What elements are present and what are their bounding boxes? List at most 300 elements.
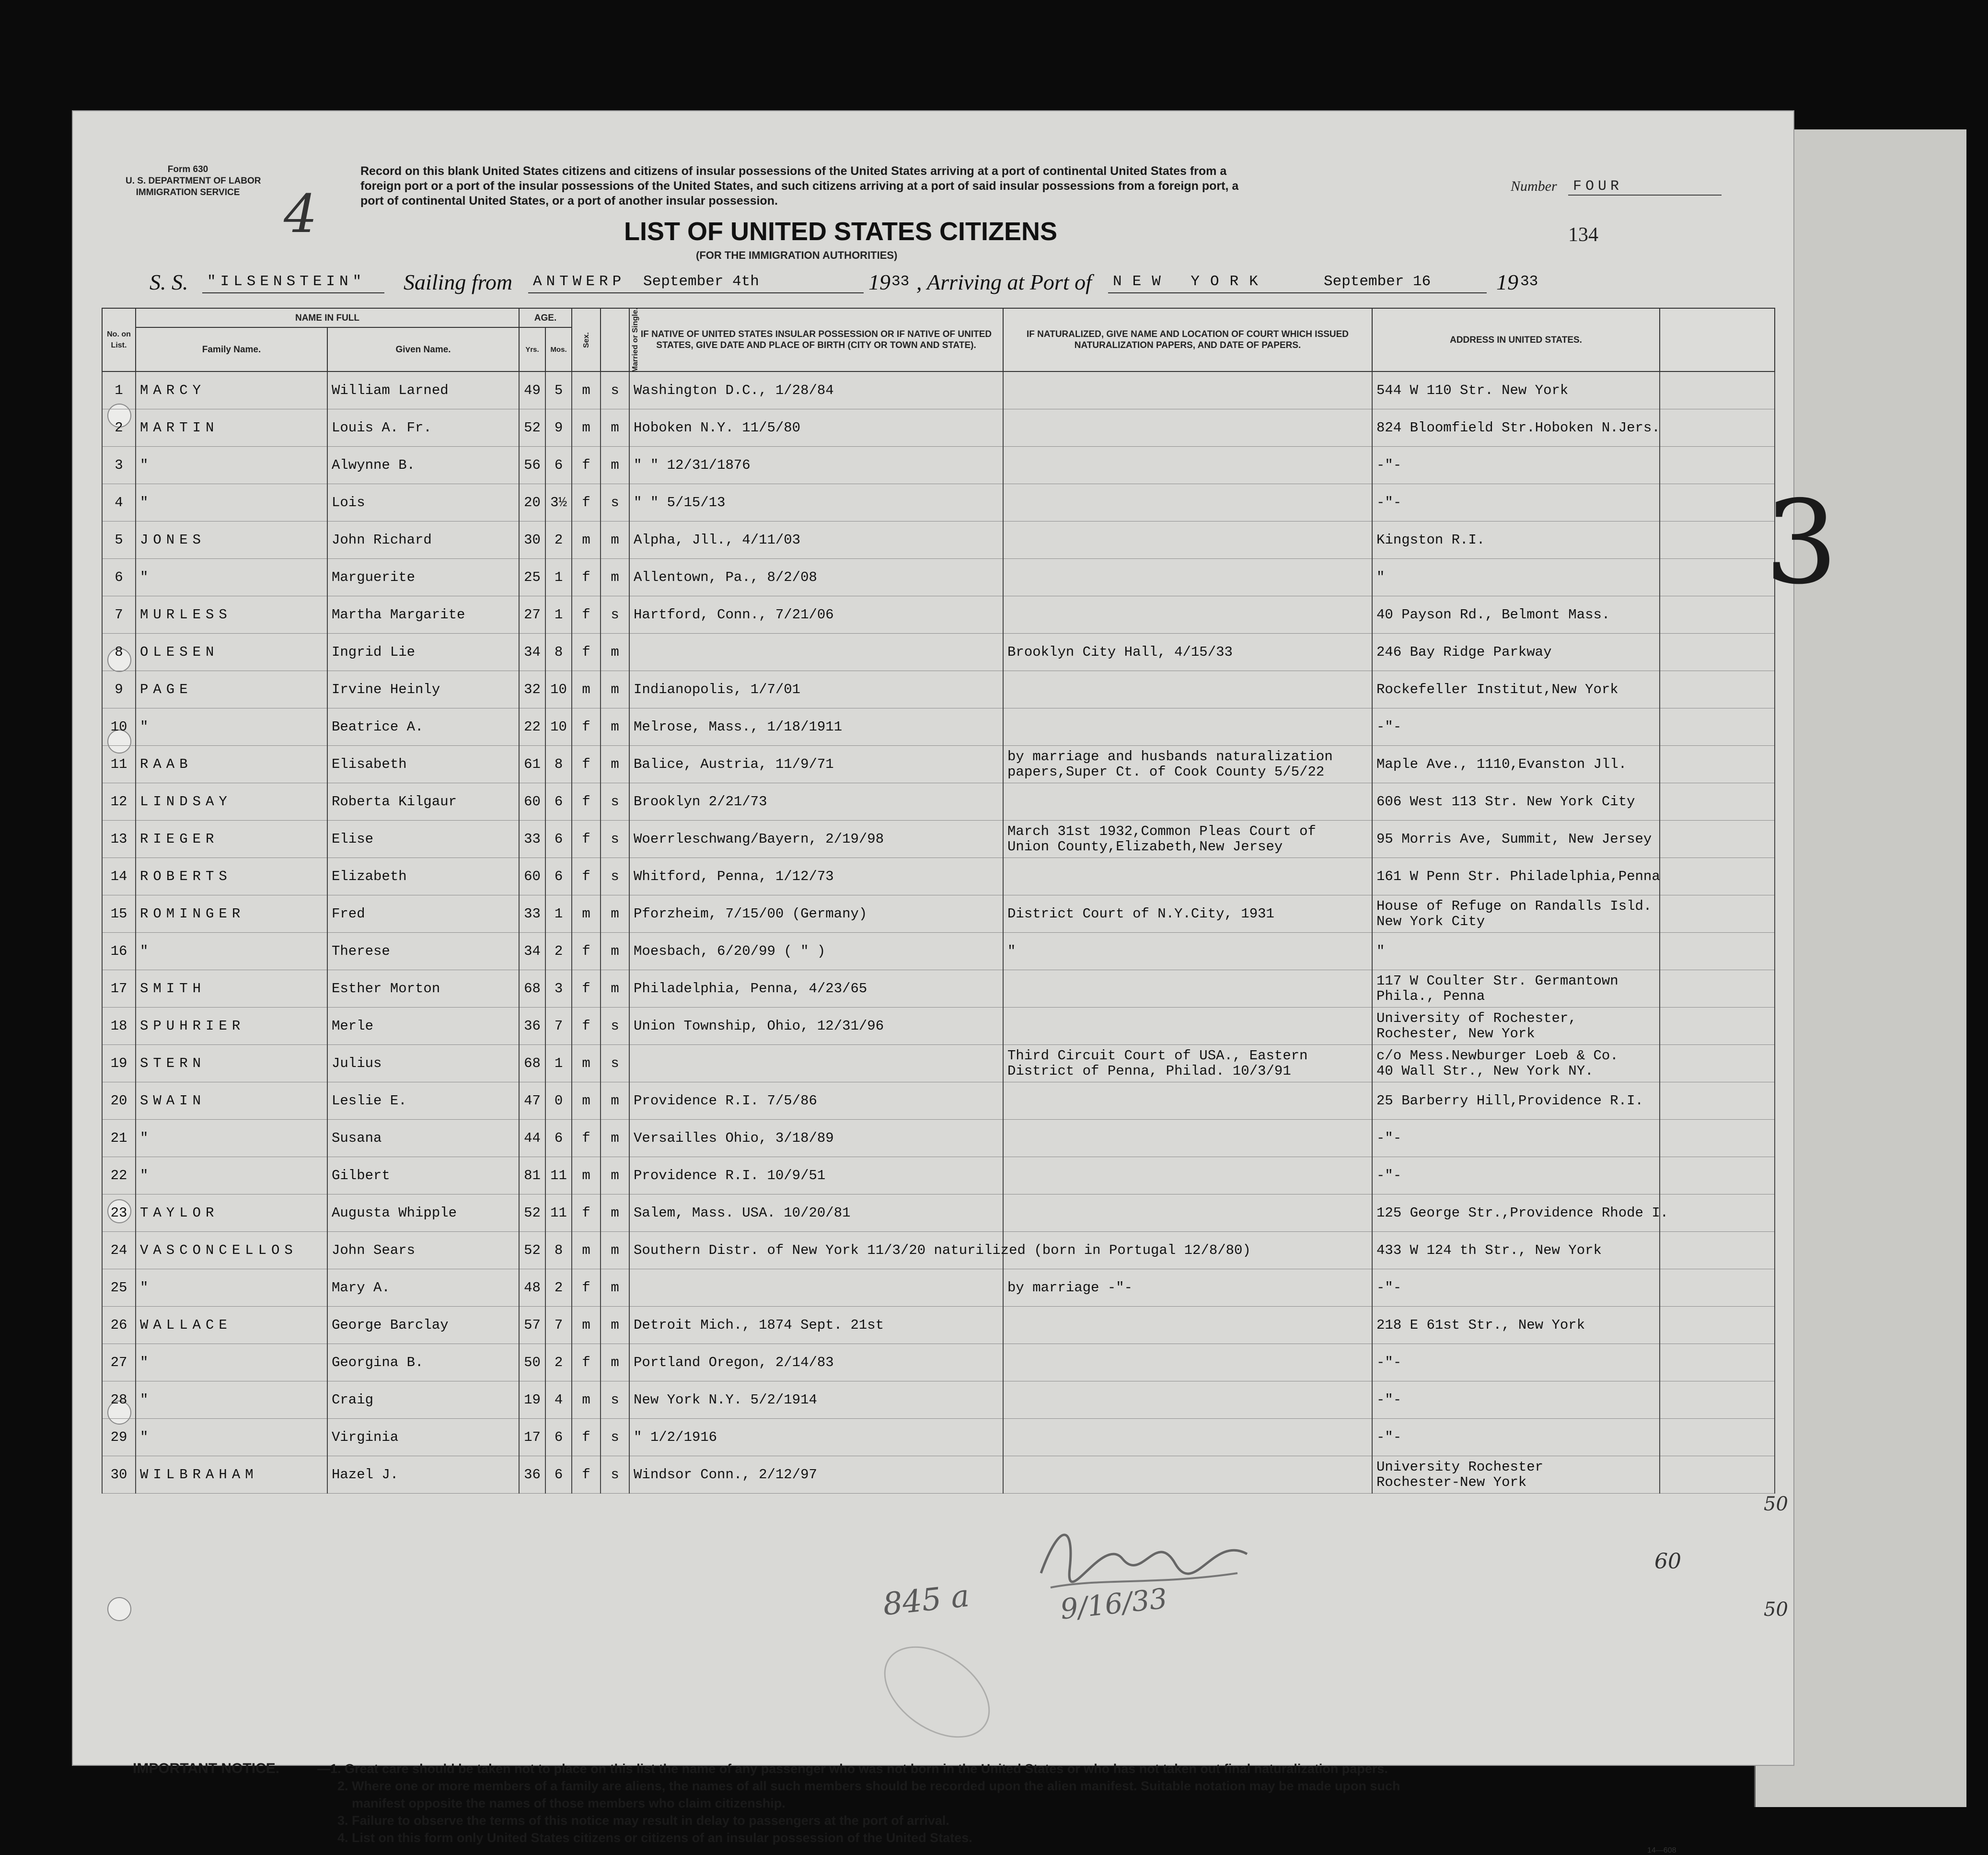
sex: m [572, 895, 601, 933]
age-months: 7 [545, 1008, 572, 1045]
age-months: 6 [545, 821, 572, 858]
marital-status: m [601, 708, 629, 746]
birth-info: Melrose, Mass., 1/18/1911 [629, 708, 1003, 746]
table-row [102, 1456, 1775, 1494]
family-name: RAAB [136, 746, 327, 783]
notice-item: 2. Where one or more members of a family are aliens, the names of all such members should be recorded upon the alien manifest. Suitable notation may be made upon such [337, 1779, 1400, 1793]
family-name: ROMINGER [136, 895, 327, 933]
birth-info: Allentown, Pa., 8/2/08 [629, 559, 1003, 596]
col-header-sex [572, 308, 601, 371]
age-years: 68 [519, 1045, 545, 1082]
notice-item: manifest opposite the names of those members who claim citizenship. [352, 1796, 786, 1810]
family-name: MURLESS [136, 596, 327, 634]
arrival-underline [1108, 292, 1487, 293]
age-months: 2 [545, 522, 572, 559]
birth-info [629, 1269, 1003, 1307]
us-address: 824 Bloomfield Str.Hoboken N.Jers. [1372, 409, 1660, 447]
us-address: 544 W 110 Str. New York [1372, 371, 1660, 409]
table-row [102, 821, 1775, 858]
col-header-birth: IF NATIVE OF UNITED STATES INSULAR POSSESSION OR IF NATIVE OF UNITED STATES, GIVE DATE AND PLACE OF BIRTH (CITY OR TOWN AND STATE). [629, 308, 1003, 371]
table-row [102, 484, 1775, 522]
immigration-stamp [867, 1628, 1007, 1757]
given-name: Julius [327, 1045, 519, 1082]
age-years: 61 [519, 746, 545, 783]
blank-cell [1660, 783, 1775, 821]
marital-status: m [601, 970, 629, 1008]
sex: f [572, 447, 601, 484]
sex: f [572, 1008, 601, 1045]
birth-info: Windsor Conn., 2/12/97 [629, 1456, 1003, 1494]
row-number: 30 [102, 1456, 136, 1494]
sex: f [572, 783, 601, 821]
blank-cell [1660, 746, 1775, 783]
age-months: 10 [545, 708, 572, 746]
marital-status: m [601, 634, 629, 671]
table-row [102, 746, 1775, 783]
birth-info: " " 5/15/13 [629, 484, 1003, 522]
birth-info: Hartford, Conn., 7/21/06 [629, 596, 1003, 634]
age-months: 0 [545, 1082, 572, 1120]
family-name: OLESEN [136, 634, 327, 671]
age-months: 8 [545, 634, 572, 671]
table-row [102, 895, 1775, 933]
age-months: 1 [545, 895, 572, 933]
ship-underline [202, 292, 384, 293]
age-years: 52 [519, 1194, 545, 1232]
age-months: 4 [545, 1381, 572, 1419]
age-years: 68 [519, 970, 545, 1008]
row-number: 13 [102, 821, 136, 858]
us-address: -"- [1372, 1344, 1660, 1381]
birth-info [629, 634, 1003, 671]
marital-status: s [601, 1381, 629, 1419]
us-address: -"- [1372, 447, 1660, 484]
age-years: 33 [519, 821, 545, 858]
blank-cell [1660, 821, 1775, 858]
family-name: " [136, 1344, 327, 1381]
naturalization-info [1003, 708, 1372, 746]
table-row [102, 1344, 1775, 1381]
age-years: 81 [519, 1157, 545, 1194]
page-title: LIST OF UNITED STATES CITIZENS [624, 217, 1057, 246]
family-name: ROBERTS [136, 858, 327, 895]
age-months: 2 [545, 1269, 572, 1307]
given-name: Craig [327, 1381, 519, 1419]
sex: f [572, 1269, 601, 1307]
age-years: 56 [519, 447, 545, 484]
naturalization-info: Brooklyn City Hall, 4/15/33 [1003, 634, 1372, 671]
instruction-line: foreign port or a port of the insular possessions of the United States, and such citizens arriving at a port of said insular possessions from a foreign port, a [360, 179, 1239, 193]
naturalization-info [1003, 1008, 1372, 1045]
row-number: 17 [102, 970, 136, 1008]
marital-status: m [601, 559, 629, 596]
age-years: 20 [519, 484, 545, 522]
family-name: LINDSAY [136, 783, 327, 821]
row-number: 27 [102, 1344, 136, 1381]
table-row [102, 933, 1775, 970]
marital-status: m [601, 895, 629, 933]
blank-cell [1660, 1307, 1775, 1344]
sex: m [572, 1232, 601, 1269]
table-row [102, 708, 1775, 746]
marital-status: m [601, 1194, 629, 1232]
birth-info: Indianopolis, 1/7/01 [629, 671, 1003, 708]
marital-status: m [601, 671, 629, 708]
given-name: Beatrice A. [327, 708, 519, 746]
given-name: Marguerite [327, 559, 519, 596]
sex: m [572, 409, 601, 447]
row-number: 23 [102, 1194, 136, 1232]
given-name: Georgina B. [327, 1344, 519, 1381]
sex: f [572, 1344, 601, 1381]
departure-year-prefix: 19 [868, 270, 890, 294]
row-number: 5 [102, 522, 136, 559]
naturalization-info: District Court of N.Y.City, 1931 [1003, 895, 1372, 933]
age-years: 47 [519, 1082, 545, 1120]
blank-cell [1660, 1045, 1775, 1082]
right-margin-digit: 3 [1765, 475, 1838, 610]
sex: m [572, 1307, 601, 1344]
table-row [102, 522, 1775, 559]
age-years: 36 [519, 1456, 545, 1494]
given-name: Ingrid Lie [327, 634, 519, 671]
age-years: 22 [519, 708, 545, 746]
given-name: Leslie E. [327, 1082, 519, 1120]
age-months: 11 [545, 1157, 572, 1194]
blank-cell [1660, 409, 1775, 447]
age-months: 6 [545, 1120, 572, 1157]
family-name: " [136, 484, 327, 522]
notice-items [317, 1760, 1755, 1846]
blank-cell [1660, 1194, 1775, 1232]
naturalization-info [1003, 1157, 1372, 1194]
birth-info: " 1/2/1916 [629, 1419, 1003, 1456]
given-name: Roberta Kilgaur [327, 783, 519, 821]
given-name: Alwynne B. [327, 447, 519, 484]
naturalization-info [1003, 1194, 1372, 1232]
handwritten-mark: 4 [284, 183, 317, 244]
naturalization-info: by marriage -"- [1003, 1269, 1372, 1307]
given-name: Hazel J. [327, 1456, 519, 1494]
age-months: 6 [545, 858, 572, 895]
row-number: 25 [102, 1269, 136, 1307]
ship-name: "ILSENSTEIN" [207, 273, 366, 290]
us-address: -"- [1372, 1269, 1660, 1307]
us-address: -"- [1372, 484, 1660, 522]
arrival-year-prefix: 19 [1496, 270, 1518, 294]
us-address: 95 Morris Ave, Summit, New Jersey [1372, 821, 1660, 858]
birth-info: Balice, Austria, 11/9/71 [629, 746, 1003, 783]
family-name: WILBRAHAM [136, 1456, 327, 1494]
marital-status: s [601, 783, 629, 821]
row-number: 2 [102, 409, 136, 447]
col-header-blank [1660, 308, 1775, 371]
given-name: Therese [327, 933, 519, 970]
age-months: 10 [545, 671, 572, 708]
col-header-naturalized: IF NATURALIZED, GIVE NAME AND LOCATION OF COURT WHICH ISSUED NATURALIZATION PAPERS, AND DATE OF PAPERS. [1003, 308, 1372, 371]
naturalization-info: Third Circuit Court of USA., Eastern District of Penna, Philad. 10/3/91 [1003, 1045, 1372, 1082]
row-number: 22 [102, 1157, 136, 1194]
age-years: 49 [519, 371, 545, 409]
side-note: 50 [1764, 1493, 1788, 1515]
table-row [102, 1232, 1775, 1269]
birth-info: Detroit Mich., 1874 Sept. 21st [629, 1307, 1003, 1344]
side-note: 50 [1764, 1599, 1788, 1621]
row-number: 29 [102, 1419, 136, 1456]
blank-cell [1660, 1456, 1775, 1494]
us-address: 218 E 61st Str., New York [1372, 1307, 1660, 1344]
given-name: Esther Morton [327, 970, 519, 1008]
row-number: 4 [102, 484, 136, 522]
birth-info: Union Township, Ohio, 12/31/96 [629, 1008, 1003, 1045]
notice-item: 4. List on this form only United States citizens or citizens of an insular possession of the United States. [337, 1831, 972, 1845]
blank-cell [1660, 933, 1775, 970]
blank-cell [1660, 634, 1775, 671]
marital-status: m [601, 1120, 629, 1157]
table-row [102, 1120, 1775, 1157]
age-years: 30 [519, 522, 545, 559]
marital-status: m [601, 522, 629, 559]
family-name: " [136, 1157, 327, 1194]
age-years: 44 [519, 1120, 545, 1157]
us-address: 606 West 113 Str. New York City [1372, 783, 1660, 821]
count-note: 60 [1654, 1549, 1681, 1574]
birth-info: Providence R.I. 7/5/86 [629, 1082, 1003, 1120]
age-years: 34 [519, 634, 545, 671]
row-number: 1 [102, 371, 136, 409]
table-row [102, 783, 1775, 821]
table-row [102, 371, 1775, 409]
col-header-no: No. on List. [102, 308, 136, 371]
row-number: 15 [102, 895, 136, 933]
age-months: 6 [545, 1419, 572, 1456]
age-years: 19 [519, 1381, 545, 1419]
age-months: 3½ [545, 484, 572, 522]
family-name: SMITH [136, 970, 327, 1008]
table-row [102, 1419, 1775, 1456]
sex: f [572, 559, 601, 596]
blank-cell [1660, 559, 1775, 596]
age-years: 48 [519, 1269, 545, 1307]
naturalization-info [1003, 1381, 1372, 1419]
age-years: 32 [519, 671, 545, 708]
naturalization-info [1003, 484, 1372, 522]
blank-cell [1660, 671, 1775, 708]
blank-cell [1660, 970, 1775, 1008]
family-name: WALLACE [136, 1307, 327, 1344]
naturalization-info [1003, 1082, 1372, 1120]
family-name: " [136, 1381, 327, 1419]
family-name: " [136, 1269, 327, 1307]
naturalization-info [1003, 596, 1372, 634]
family-name: STERN [136, 1045, 327, 1082]
naturalization-info [1003, 671, 1372, 708]
us-address: 40 Payson Rd., Belmont Mass. [1372, 596, 1660, 634]
us-address: -"- [1372, 1120, 1660, 1157]
age-months: 1 [545, 596, 572, 634]
notice-item: 3. Failure to observe the terms of this notice may result in delay to passengers at the port of arrival. [337, 1813, 949, 1828]
marital-status: m [601, 1269, 629, 1307]
form-number: Form 630 [167, 164, 208, 174]
marital-status: m [601, 1307, 629, 1344]
age-years: 57 [519, 1307, 545, 1344]
blank-cell [1660, 1419, 1775, 1456]
service-name: IMMIGRATION SERVICE [136, 187, 240, 197]
birth-info: Brooklyn 2/21/73 [629, 783, 1003, 821]
arriving-label: , Arriving at Port of [916, 270, 1092, 294]
naturalization-info: March 31st 1932,Common Pleas Court of Union County,Elizabeth,New Jersey [1003, 821, 1372, 858]
instruction-line: port of continental United States, or a port of another insular possession. [360, 194, 778, 208]
given-name: Merle [327, 1008, 519, 1045]
arrival-year: 33 [1520, 273, 1538, 290]
age-years: 52 [519, 1232, 545, 1269]
table-row [102, 671, 1775, 708]
marital-status: s [601, 1456, 629, 1494]
blank-cell [1660, 1082, 1775, 1120]
naturalization-info [1003, 559, 1372, 596]
table-body [102, 371, 1775, 1494]
age-months: 5 [545, 371, 572, 409]
marital-status: s [601, 484, 629, 522]
age-months: 8 [545, 746, 572, 783]
given-name: Fred [327, 895, 519, 933]
col-header-mos: Mos. [545, 327, 572, 371]
sex: f [572, 484, 601, 522]
family-name: JONES [136, 522, 327, 559]
family-name: " [136, 1419, 327, 1456]
blank-cell [1660, 1120, 1775, 1157]
age-months: 6 [545, 1456, 572, 1494]
blank-cell [1660, 858, 1775, 895]
row-number: 24 [102, 1232, 136, 1269]
naturalization-info [1003, 371, 1372, 409]
row-number: 14 [102, 858, 136, 895]
marital-status: s [601, 1045, 629, 1082]
given-name: Augusta Whipple [327, 1194, 519, 1232]
arrival-date: September 16 [1324, 273, 1431, 290]
blank-cell [1660, 1269, 1775, 1307]
marital-status: m [601, 1082, 629, 1120]
blank-cell [1660, 371, 1775, 409]
marital-status: s [601, 858, 629, 895]
col-header-name: NAME IN FULL [136, 308, 519, 327]
ss-label: S. S. [150, 270, 188, 294]
notice-heading: IMPORTANT NOTICE. [133, 1761, 280, 1776]
table-row [102, 559, 1775, 596]
row-number: 16 [102, 933, 136, 970]
age-months: 2 [545, 1344, 572, 1381]
family-name: PAGE [136, 671, 327, 708]
marital-status: m [601, 1157, 629, 1194]
family-name: " [136, 933, 327, 970]
number-label: Number [1511, 178, 1557, 194]
us-address: -"- [1372, 1419, 1660, 1456]
naturalization-info [1003, 858, 1372, 895]
sex: m [572, 371, 601, 409]
age-years: 52 [519, 409, 545, 447]
marital-status: s [601, 596, 629, 634]
family-name: SPUHRIER [136, 1008, 327, 1045]
us-address: -"- [1372, 1381, 1660, 1419]
row-number: 26 [102, 1307, 136, 1344]
sailing-label: Sailing from [404, 270, 513, 294]
table-row [102, 1157, 1775, 1194]
naturalization-info [1003, 783, 1372, 821]
marital-status: s [601, 821, 629, 858]
departure-port: ANTWERP [533, 273, 626, 290]
age-months: 6 [545, 447, 572, 484]
marital-status: m [601, 447, 629, 484]
age-years: 25 [519, 559, 545, 596]
sex: f [572, 933, 601, 970]
age-months: 1 [545, 559, 572, 596]
family-name: VASCONCELLOS [136, 1232, 327, 1269]
row-number: 12 [102, 783, 136, 821]
age-years: 60 [519, 858, 545, 895]
us-address: 125 George Str.,Providence Rhode I. [1372, 1194, 1660, 1232]
manifest-page [72, 110, 1838, 1855]
instruction-line: Record on this blank United States citizens and citizens of insular possessions of the United States arriving at a port of continental United States from a [360, 164, 1227, 178]
table-row [102, 596, 1775, 634]
citizens-table [102, 308, 1775, 1494]
age-months: 9 [545, 409, 572, 447]
birth-info: Alpha, Jll., 4/11/03 [629, 522, 1003, 559]
birth-info: Pforzheim, 7/15/00 (Germany) [629, 895, 1003, 933]
blank-cell [1660, 1008, 1775, 1045]
form-code: 14—608 [1647, 1846, 1676, 1855]
sex: m [572, 1157, 601, 1194]
us-address: 25 Barberry Hill,Providence R.I. [1372, 1082, 1660, 1120]
us-address: University of Rochester, Rochester, New York [1372, 1008, 1660, 1045]
col-header-family: Family Name. [136, 327, 327, 371]
given-name: Martha Margarite [327, 596, 519, 634]
sex: m [572, 1045, 601, 1082]
given-name: Irvine Heinly [327, 671, 519, 708]
given-name: John Richard [327, 522, 519, 559]
table-row [102, 634, 1775, 671]
row-number: 9 [102, 671, 136, 708]
blank-cell [1660, 522, 1775, 559]
col-header-address: ADDRESS IN UNITED STATES. [1372, 308, 1660, 371]
birth-info: Southern Distr. of New York 11/3/20 naturilized (born in Portugal 12/8/80) [629, 1232, 1003, 1269]
naturalization-info [1003, 1344, 1372, 1381]
col-header-given: Given Name. [327, 327, 519, 371]
us-address: Rockefeller Institut,New York [1372, 671, 1660, 708]
us-address: 161 W Penn Str. Philadelphia,Penna [1372, 858, 1660, 895]
given-name: Susana [327, 1120, 519, 1157]
blank-cell [1660, 1344, 1775, 1381]
given-name: Mary A. [327, 1269, 519, 1307]
marital-status: s [601, 371, 629, 409]
us-address: " [1372, 559, 1660, 596]
sex: f [572, 1456, 601, 1494]
sex: f [572, 746, 601, 783]
table-row [102, 1307, 1775, 1344]
sex: m [572, 1082, 601, 1120]
row-number: 28 [102, 1381, 136, 1419]
family-name: SWAIN [136, 1082, 327, 1120]
table-row [102, 1381, 1775, 1419]
us-address: -"- [1372, 708, 1660, 746]
given-name: Lois [327, 484, 519, 522]
us-address: Kingston R.I. [1372, 522, 1660, 559]
age-months: 1 [545, 1045, 572, 1082]
marital-status: s [601, 1419, 629, 1456]
row-number: 19 [102, 1045, 136, 1082]
blank-cell [1660, 596, 1775, 634]
marital-status: m [601, 933, 629, 970]
sex: f [572, 708, 601, 746]
